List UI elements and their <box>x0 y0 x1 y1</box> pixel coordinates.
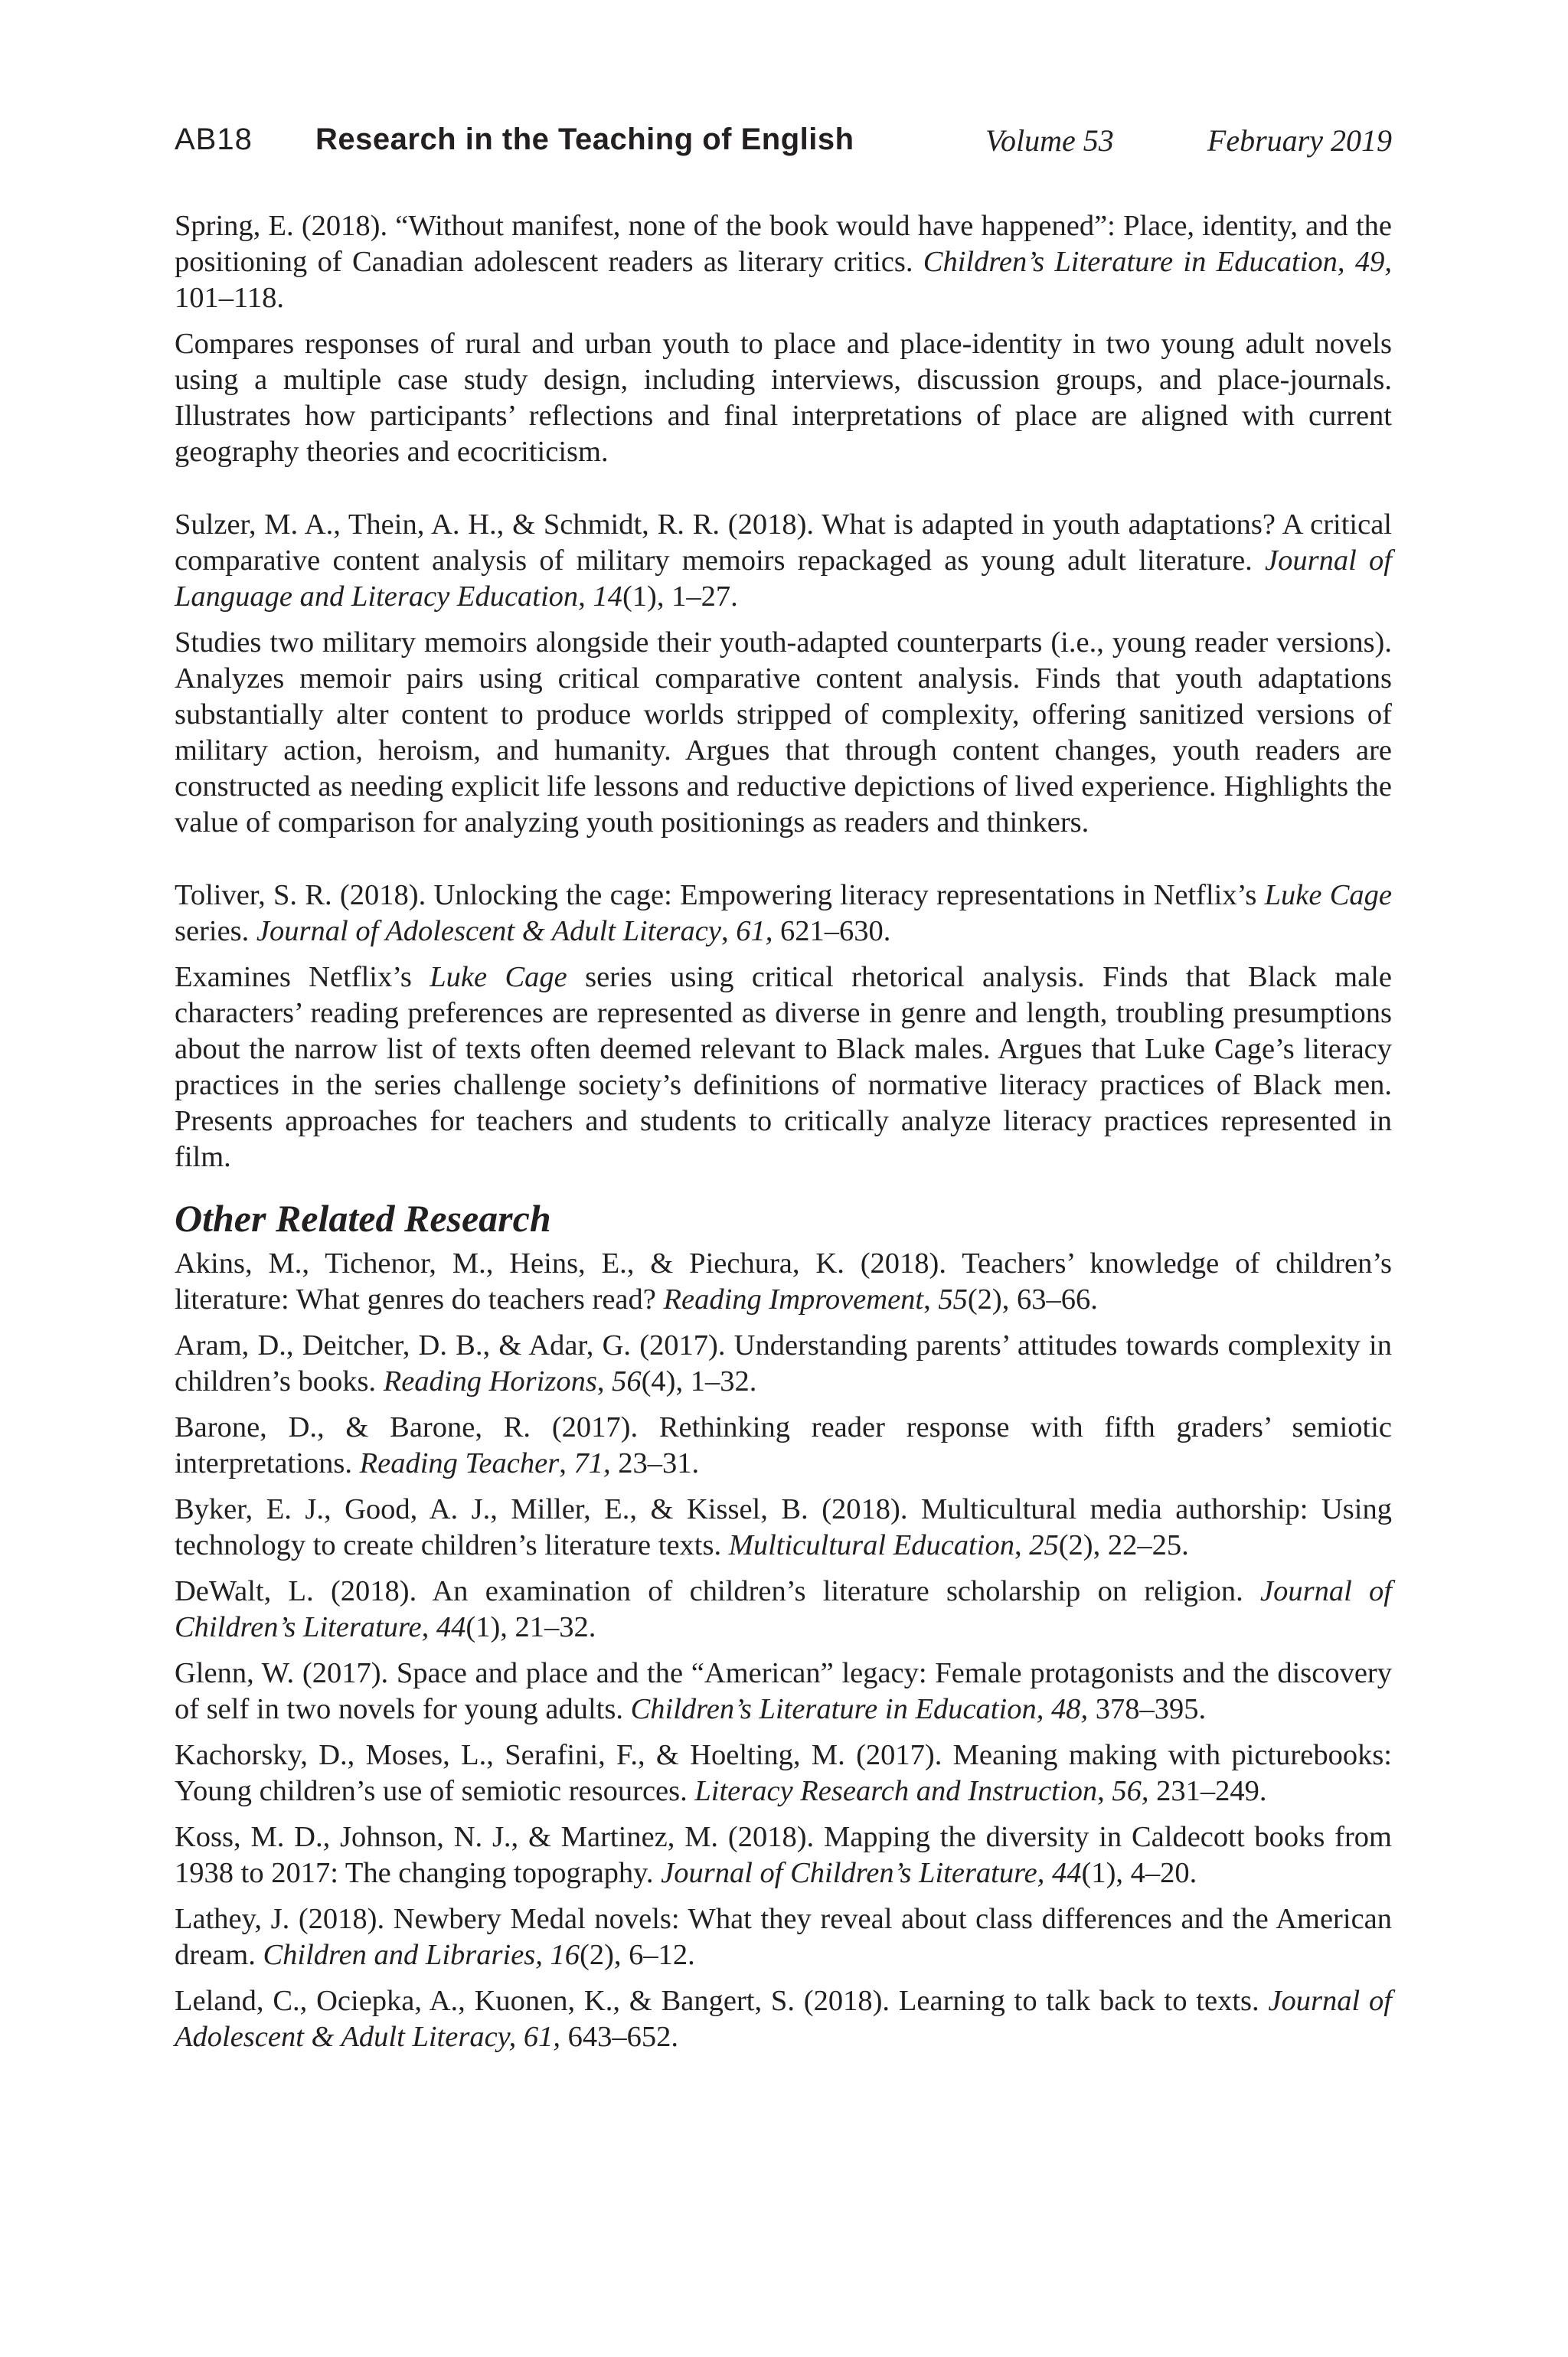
annotated-entry <box>175 208 1392 470</box>
citation: Sulzer, M. A., Thein, A. H., & Schmidt, R. R. (2018). What is adapted in youth adaptations? A critical comparative content analysis of military memoirs repackaged as young adult literature. Journal of Language and Literacy Education, 14(1), 1–27. <box>175 508 1392 613</box>
page-number: AB18 <box>175 123 253 156</box>
section-heading: Other Related Research <box>175 1197 551 1240</box>
reference-entry: Glenn, W. (2017). Space and place and the “American” legacy: Female protagonists and the discovery of self in two novels for young adults. Children’s Literature in Education, 48, 378–395. <box>175 1657 1392 1725</box>
work-title: Luke Cage <box>430 961 567 993</box>
annotated-entry <box>175 507 1392 841</box>
reference-entry: Koss, M. D., Johnson, N. J., & Martinez, M. (2018). Mapping the diversity in Caldecott books from 1938 to 2017: The changing topography. Journal of Children’s Literature, 44(1), 4–20. <box>175 1821 1392 1889</box>
related-research-list <box>175 1246 1392 2055</box>
reference-entry: Aram, D., Deitcher, D. B., & Adar, G. (2017). Understanding parents’ attitudes towards complexity in children’s books. Reading Horizons, 56(4), 1–32. <box>175 1329 1392 1398</box>
volume-label: Volume 53 <box>985 123 1114 158</box>
citation-source: Journal of Language and Literacy Education, 14 <box>175 544 1392 613</box>
reference-entry: Lathey, J. (2018). Newbery Medal novels: What they reveal about class differences and the American dream. Children and Libraries, 16(2), 6–12. <box>175 1903 1392 1971</box>
reference-entry: Kachorsky, D., Moses, L., Serafini, F., & Hoelting, M. (2017). Meaning making with picturebooks: Young children’s use of semiotic resources. Literacy Research and Instruction, 56, 231–249. <box>175 1739 1392 1807</box>
reference-entry: DeWalt, L. (2018). An examination of children’s literature scholarship on religion. Journal of Children’s Literature, 44(1), 21–32. <box>175 1575 1393 1643</box>
reference-entry: Barone, D., & Barone, R. (2017). Rethinking reader response with fifth graders’ semiotic interpretations. Reading Teacher, 71, 23–31. <box>175 1411 1392 1479</box>
abstract: Examines Netflix’s Luke Cage series using critical rhetorical analysis. Finds that Black male characters’ reading preferences are represented as diverse in genre and length, troubling presumptions about the narrow list of texts often deemed relevant to Black males. Argues that Luke Cage’s literacy practices in the series challenge society’s definitions of normative literacy practices of Black men. Presents approaches for teachers and students to critically analyze literacy practices represented in film. <box>175 961 1392 1173</box>
issue-date: February 2019 <box>1207 123 1392 158</box>
citation-source: Journal of Adolescent & Adult Literacy <box>256 915 721 947</box>
reference-entry: Byker, E. J., Good, A. J., Miller, E., & Kissel, B. (2018). Multicultural media authorship: Using technology to create children’s literature texts. Multicultural Education, 25(2), 22–25. <box>175 1493 1392 1561</box>
citation: Spring, E. (2018). “Without manifest, none of the book would have happened”: Place, identity, and the positioning of Canadian adolescent readers as literary critics. Children’s Literature in Education, 49, 101–118. <box>175 210 1392 314</box>
running-head <box>175 123 1392 161</box>
citation-source: Children’s Literature in Education, 49, <box>923 246 1392 278</box>
citation-volume: 61, <box>736 915 773 947</box>
citation: Toliver, S. R. (2018). Unlocking the cage: Empowering literacy representations in Netflix’s Luke Cage series. Journal of Adolescent & Adult Literacy, 61, 621–630. <box>175 879 1392 947</box>
annotated-entry <box>175 878 1392 1175</box>
page-content <box>175 208 1392 2065</box>
journal-title: Research in the Teaching of English <box>315 123 854 156</box>
abstract: Studies two military memoirs alongside their youth-adapted counterparts (i.e., young reader versions). Analyzes memoir pairs using critical comparative content analysis. Finds that youth adaptations substantially alter content to produce worlds stripped of complexity, offering sanitized versions of military action, heroism, and humanity. Argues that through content changes, youth readers are constructed as needing explicit life lessons and reductive depictions of lived experience. Highlights the value of comparison for analyzing youth positionings as readers and thinkers. <box>175 626 1392 839</box>
abstract: Compares responses of rural and urban youth to place and place-identity in two young adult novels using a multiple case study design, including interviews, discussion groups, and place-journals. Illustrates how participants’ reflections and final interpretations of place are aligned with current geography theories and ecocriticism. <box>175 328 1392 468</box>
reference-entry: Akins, M., Tichenor, M., Heins, E., & Piechura, K. (2018). Teachers’ knowledge of children’s literature: What genres do teachers read? Reading Improvement, 55(2), 63–66. <box>175 1247 1392 1316</box>
reference-entry: Leland, C., Ociepka, A., Kuonen, K., & Bangert, S. (2018). Learning to talk back to texts. Journal of Adolescent & Adult Literacy, 61, 643–652. <box>175 1985 1392 2053</box>
work-title: Luke Cage <box>1264 879 1392 911</box>
